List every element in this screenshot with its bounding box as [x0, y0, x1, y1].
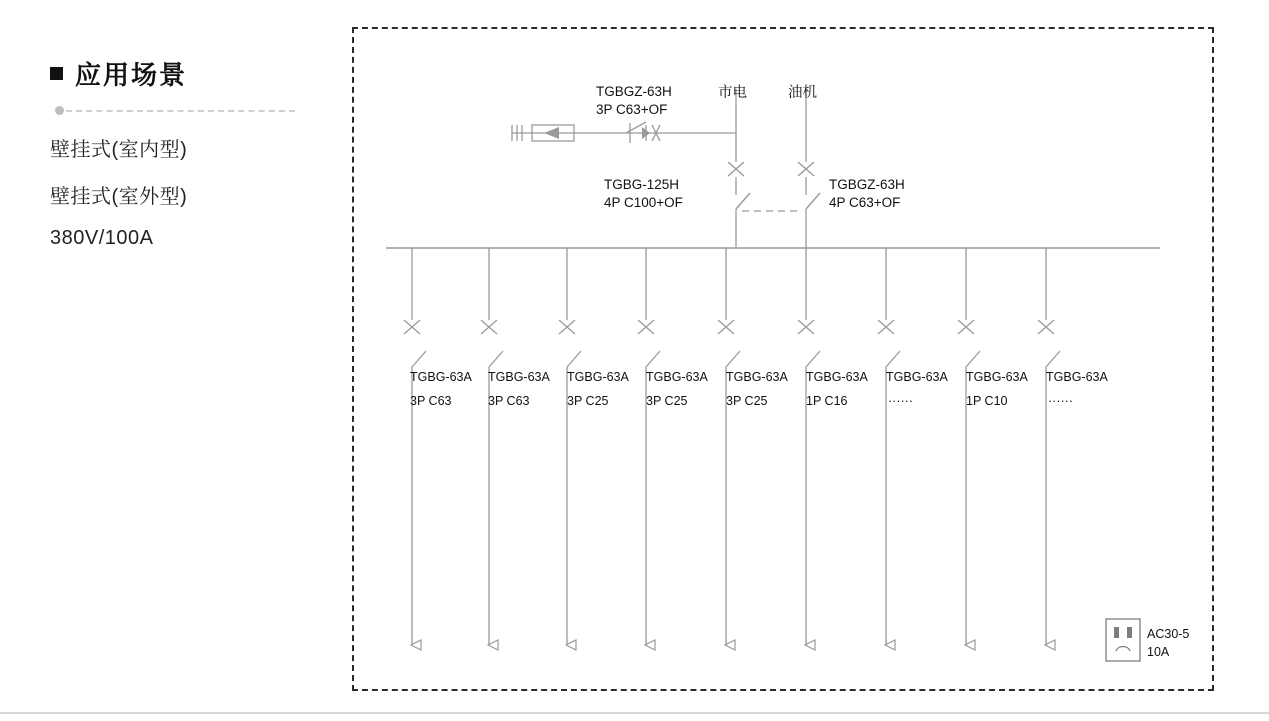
branch-spec-4: 3P C25: [646, 394, 688, 408]
main-breaker-spec: 4P C100+OF: [604, 195, 683, 210]
divider: [55, 106, 295, 115]
generator-breaker-symbol: [798, 162, 820, 209]
panel-heading: [50, 55, 330, 92]
generator-breaker-spec: 4P C63+OF: [829, 195, 901, 210]
branch-model-5: TGBG-63A: [726, 370, 788, 384]
socket-model: AC30-5: [1147, 627, 1190, 641]
divider-dashed-line: [66, 110, 295, 112]
generator-breaker-model: TGBGZ-63H: [829, 177, 905, 192]
branch-spec-7: ······: [888, 394, 913, 408]
label-mains: 市电: [718, 85, 747, 101]
incoming-device-model: TGBGZ-63H: [596, 84, 672, 99]
label-generator: 油机: [788, 85, 817, 101]
square-bullet-icon: [50, 67, 63, 80]
branch-spec-9: ······: [1048, 394, 1073, 408]
application-scenario-panel: [50, 55, 330, 250]
branch-model-1: TGBG-63A: [410, 370, 472, 384]
incoming-device-spec: 3P C63+OF: [596, 102, 668, 117]
source-risers: [736, 89, 806, 248]
branch-model-2: TGBG-63A: [488, 370, 550, 384]
scenario-line-1: 壁挂式(室内型): [50, 139, 188, 161]
branch-spec-6: 1P C16: [806, 394, 848, 408]
scenario-line-2: 壁挂式(室外型): [50, 186, 188, 208]
scenario-line-3: 380V/100A: [50, 227, 154, 249]
branch-model-9: TGBG-63A: [1046, 370, 1108, 384]
branch-model-3: TGBG-63A: [567, 370, 629, 384]
main-breaker-model: TGBG-125H: [604, 177, 680, 192]
socket-rating: 10A: [1147, 645, 1170, 659]
branch-model-7: TGBG-63A: [886, 370, 948, 384]
branch-spec-3: 3P C25: [567, 394, 609, 408]
diagram-svg: [354, 29, 1216, 693]
branch-spec-5: 3P C25: [726, 394, 768, 408]
branch-model-6: TGBG-63A: [806, 370, 868, 384]
main-breaker-symbol: [728, 162, 750, 209]
branch-model-8: TGBG-63A: [966, 370, 1028, 384]
branch-circuits: [404, 248, 1060, 645]
branch-spec-8: 1P C10: [966, 394, 1008, 408]
panel-title: 应用场景: [75, 60, 188, 90]
divider-dot-icon: [55, 106, 64, 115]
slide-bottom-rule: [0, 712, 1269, 714]
branch-model-4: TGBG-63A: [646, 370, 708, 384]
socket-outlet-symbol: [1106, 619, 1140, 661]
branch-spec-1: 3P C63: [410, 394, 452, 408]
single-line-diagram: [352, 27, 1214, 691]
branch-spec-2: 3P C63: [488, 394, 530, 408]
